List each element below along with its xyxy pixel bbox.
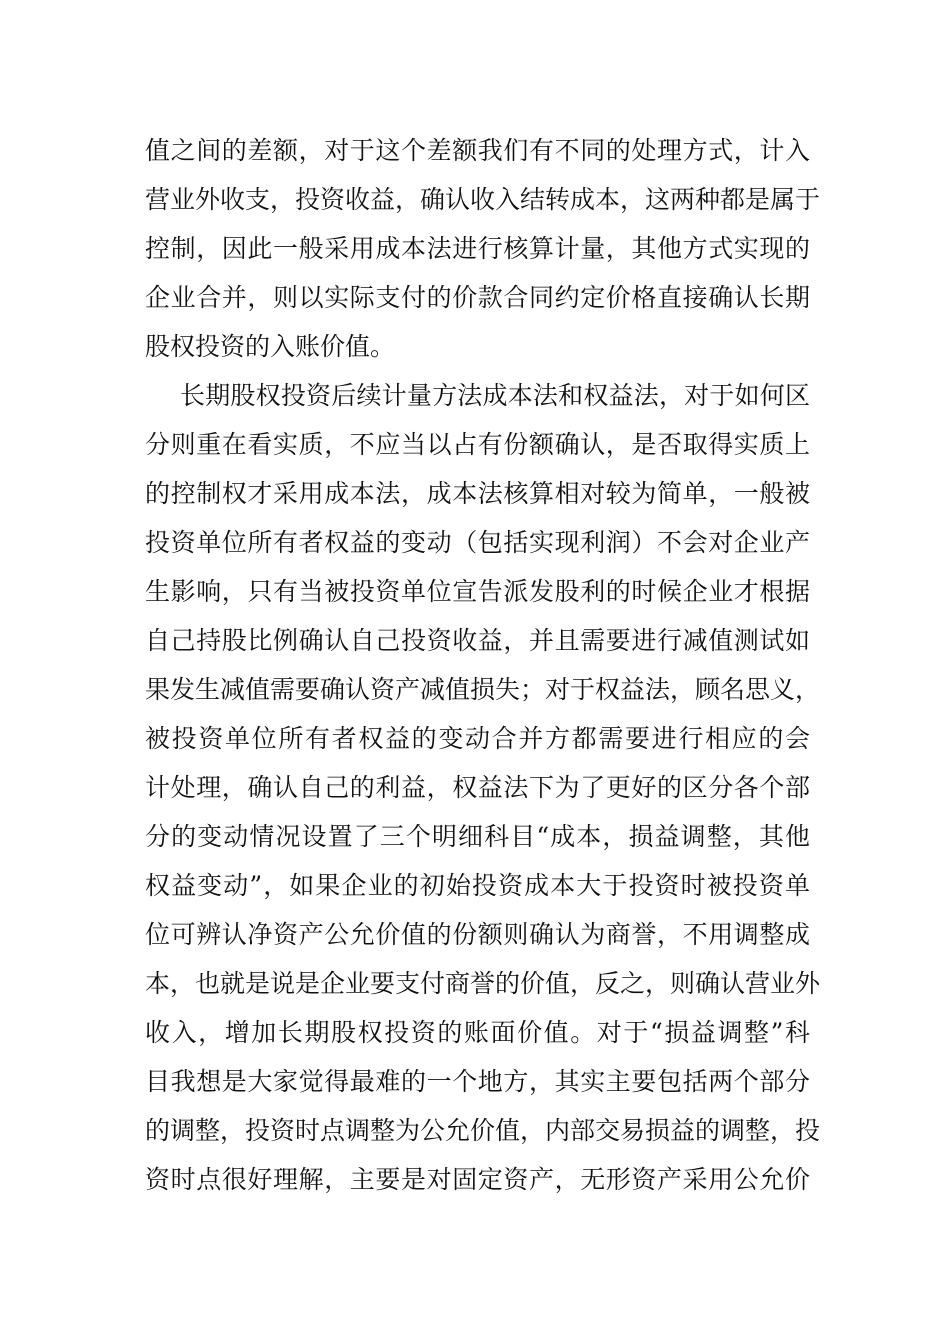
text-line: 分则重在看实质，不应当以占有份额确认，是否取得实质上 — [145, 430, 810, 459]
text-line: 计处理，确认自己的利益，权益法下为了更好的区分各个部 — [145, 773, 810, 802]
text-line: 目我想是大家觉得最难的一个地方，其实主要包括两个部分 — [145, 1067, 810, 1096]
text-line: 位可辨认净资产公允价值的份额则确认为商誉，不用调整成 — [145, 920, 810, 949]
body-text — [145, 126, 821, 1204]
text-line: 企业合并，则以实际支付的价款合同约定价格直接确认长期 — [145, 283, 810, 312]
text-line: 生影响，只有当被投资单位宣告派发股利的时候企业才根据 — [145, 577, 810, 606]
text-line: 分的变动情况设置了三个明细科目“成本，损益调整，其他 — [145, 822, 810, 851]
text-line: 被投资单位所有者权益的变动合并方都需要进行相应的会 — [145, 724, 810, 753]
text-line: 本，也就是说是企业要支付商誉的价值，反之，则确认营业外 — [145, 969, 821, 998]
text-line: 收入，增加长期股权投资的账面价值。对于“损益调整”科 — [145, 1018, 810, 1047]
text-line: 长期股权投资后续计量方法成本法和权益法，对于如何区 — [180, 381, 810, 410]
text-line: 权益变动”，如果企业的初始投资成本大于投资时被投资单 — [145, 871, 810, 900]
text-line: 果发生减值需要确认资产减值损失；对于权益法，顾名思义， — [145, 675, 821, 704]
text-line: 值之间的差额，对于这个差额我们有不同的处理方式，计入 — [145, 136, 810, 165]
text-line: 资时点很好理解，主要是对固定资产，无形资产采用公允价 — [145, 1165, 810, 1194]
text-line: 的调整，投资时点调整为公允价值，内部交易损益的调整，投 — [145, 1116, 821, 1145]
text-line: 投资单位所有者权益的变动（包括实现利润）不会对企业产 — [145, 528, 810, 557]
text-line: 的控制权才采用成本法，成本法核算相对较为简单，一般被 — [145, 479, 810, 508]
text-line: 控制，因此一般采用成本法进行核算计量，其他方式实现的 — [145, 234, 810, 263]
text-line: 自己持股比例确认自己投资收益，并且需要进行减值测试如 — [145, 626, 810, 655]
text-line: 营业外收支，投资收益，确认收入结转成本，这两种都是属于 — [145, 185, 821, 214]
text-line: 股权投资的入账价值。 — [145, 332, 396, 361]
